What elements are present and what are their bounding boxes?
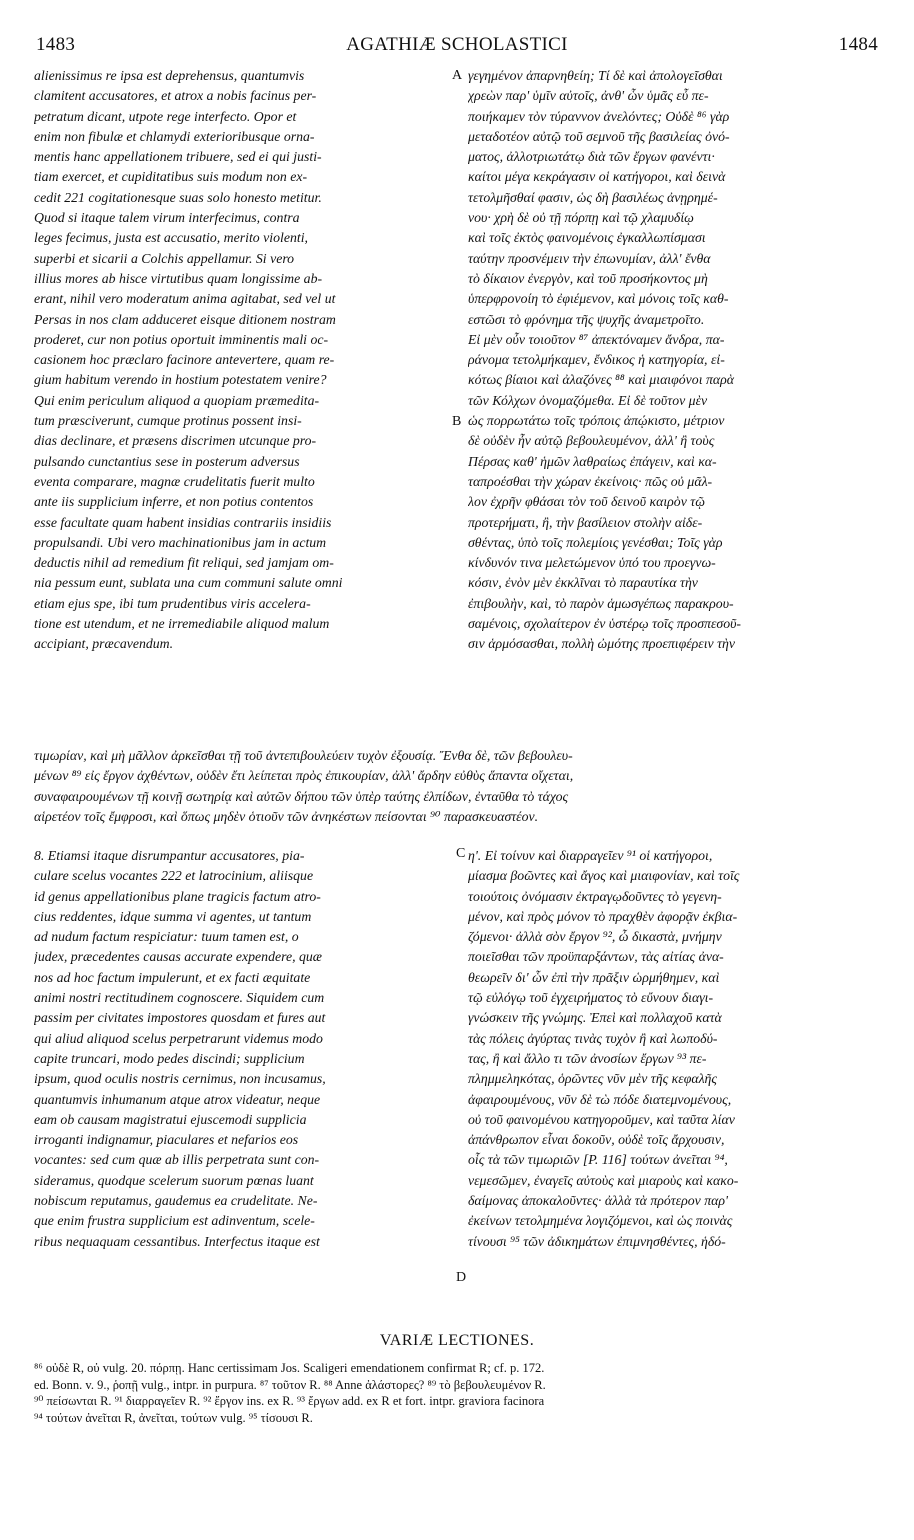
greek-line: λον ἐχρῆν φθάσαι τὸν τοῦ δεινοῦ καιρὸν τῷ — [468, 494, 705, 510]
latin-line: nobiscum reputamus, gaudemus ea crudelitate. Ne- — [34, 1193, 318, 1209]
margin-letter-c: C — [456, 846, 466, 861]
latin-line: tum præsciverunt, cumque protinus possent insi- — [34, 413, 302, 429]
greek-line: σθέντας, ὑπὸ τοῖς πολεμίοις γενέσθαι; Τοῖς γὰρ — [468, 534, 723, 550]
greek-line: συναφαιρουμένων τῇ κοινῇ σωτηρίᾳ καὶ αὐτῶν δήπου τῶν ὑπὲρ ταύτης ἐλπίδων, ἐνταῦθα τὸ τάχος — [34, 788, 569, 804]
latin-line: accipiant, præcavendum. — [34, 636, 174, 652]
latin-line: esse facultate quam habent insidias contrariis insidiis — [34, 514, 332, 530]
greek-line: δὲ οὐδὲν ἦν αὐτῷ βεβουλευμένον, ἀλλ' ἢ τοὺς — [468, 433, 715, 449]
latin-line: ad nudum factum respiciatur: tuum tamen est, o — [34, 929, 299, 945]
greek-line: Πέρσας καθ' ἡμῶν λαθραίως ἐπάγειν, καὶ κα- — [468, 453, 717, 469]
latin-line: Persas in nos clam adduceret eisque ditionem nostram — [34, 311, 336, 327]
greek-line: ὡς πορρωτάτω τοῖς τρόποις ἀπῴκιστο, μέτριον — [468, 413, 725, 429]
greek-column-top — [468, 66, 880, 655]
latin-line: gium habitum verendo in hostium potestatem venire? — [34, 372, 327, 388]
latin-line: cius reddentes, idque summa vi agentes, ut tantum — [34, 908, 312, 924]
latin-line: eam ob causam magistratui ejuscemodi supplicia — [34, 1111, 307, 1127]
greek-line: νου· χρὴ δὲ οὐ τῇ πόρπῃ καὶ τῷ χλαμυδίῳ — [468, 210, 694, 226]
latin-line: cedit 221 cogitationesque suas solo honesto metitur. — [34, 189, 322, 205]
greek-line: ματος, ἀλλοτριωτάτῳ διὰ τῶν ἔργων φανέντι· — [468, 149, 715, 165]
latin-line: pulsando cunctantius sese in posterum adversus — [34, 453, 300, 469]
greek-line: κότως βίαιοι καὶ ἀλαζόνες ⁸⁸ καὶ μιαιφόνοι παρὰ — [468, 372, 734, 388]
greek-line: ζόμενοι· ἀλλὰ σὸν ἔργον ⁹², ὦ δικαστὰ, μνήμην — [468, 929, 722, 945]
latin-column-bottom — [34, 846, 452, 1252]
latin-line: ante iis supplicium inferre, et non potius contentos — [34, 494, 314, 510]
margin-letter-d: D — [456, 1270, 467, 1285]
latin-line: capite truncari, modo pedes discindi; supplicium — [34, 1050, 305, 1066]
greek-line: μίασμα βοῶντες καὶ ἄγος καὶ μιαιφονίαν, καὶ τοῖς — [468, 868, 740, 884]
page-number-right: 1484 — [838, 34, 878, 55]
latin-line: id genus appellationibus plane tragicis factum atro- — [34, 888, 321, 904]
greek-line: ἀπάνθρωπον εἶναι δοκοῦν, οὐδὲ τοῖς ἄρχουσιν, — [468, 1132, 725, 1148]
page-number-left: 1483 — [36, 34, 76, 55]
greek-line: θεωρεῖν δι' ὧν ἐπὶ τὴν πρᾶξιν ὡρμήθημεν, καὶ — [468, 969, 720, 985]
greek-line: τοιούτοις ὀνόμασιν ἐκτραγῳδοῦντες τὸ γεγενη- — [468, 888, 722, 904]
greek-line: ἀφαιρουμένους, νῦν δὲ τὼ πόδε διατεμνομένους, — [468, 1091, 732, 1107]
greek-line: ποιεῖσθαι τῶν προϋπαρξάντων, τὰς αἰτίας ἀνα- — [468, 949, 724, 965]
running-title: AGATHIÆ SCHOLASTICI — [346, 34, 568, 55]
latin-line: etiam ejus spe, ibi tum prudentibus viris accelera- — [34, 595, 311, 611]
latin-line: Qui enim periculum aliquod a quopiam præmedita- — [34, 392, 320, 408]
latin-line: tione est utendum, et ne irremediabile aliquod malum — [34, 616, 330, 632]
latin-line: petratum dicant, utpote rege interfecto. Opor et — [34, 108, 297, 124]
latin-line: dias declinare, et præsens discrimen utcunque pro- — [34, 433, 317, 449]
greek-line: καὶ τοῖς ἐκτὸς φαινομένοις ἐγκαλλωπίσμασι — [468, 230, 706, 246]
greek-line: ἐκείνων τετολμημένα λογιζόμενοι, καὶ ὡς ποινὰς — [468, 1213, 733, 1229]
greek-line: εστῶσι τὸ φρόνημα τῆς ψυχῆς ἀναμετροῖτο. — [468, 311, 705, 327]
latin-line: passim per civitates impostores quosdam et fures aut — [34, 1010, 326, 1026]
greek-line: τας, ἢ καὶ ἄλλο τι τῶν ἀνοσίων ἔργων ⁹³ πε- — [468, 1050, 707, 1066]
greek-line: αἱρετέον τοῖς ἔμφροσι, καὶ ὅπως μηδὲν ὁτιοῦν τῶν ἀνηκέστων πείσονται ⁹⁰ παρασκευαστέον. — [34, 808, 539, 824]
latin-line: clamitent accusatores, et atrox a nobis facinus per- — [34, 88, 317, 104]
latin-line: ipsum, quod oculis nostris cernimus, non incusamus, — [34, 1071, 326, 1087]
greek-line: γεγημένον ἀπαρνηθείη; Τί δὲ καὶ ἀπολογεῖσθαι — [468, 68, 723, 83]
apparatus-line: ed. Bonn. v. 9., ῥοπῇ vulg., intpr. in purpura. ⁸⁷ τοῦτον R. ⁸⁸ Anne ἀλάστορες? ⁸⁹ τὸ βεβουλευμένον R. — [34, 1377, 546, 1392]
greek-line: ράνομα τετολμήκαμεν, ἔνδικος ἡ κατηγορία, εἰ- — [468, 352, 725, 368]
greek-line: προτερήματι, ἢ, τὴν βασίλειον στολὴν αἰδε- — [468, 514, 703, 530]
greek-line: δαίμονας ἀποκαλοῦντες· ἀλλὰ τὰ πρότερον παρ' — [468, 1193, 728, 1209]
greek-line: πλημμεληκότας, ὁρῶντες νῦν μὲν τῆς κεφαλῆς — [468, 1071, 717, 1087]
greek-line: ἐπιβουλὴν, καὶ, τὸ παρὸν ἁμωσγέπως παρακρου- — [468, 595, 734, 611]
latin-line: judex, præcedentes causas accurate expendere, quæ — [34, 949, 322, 965]
latin-line: proderet, cur non potius oportuit imminentis mali oc- — [34, 331, 329, 347]
greek-column-bottom — [468, 846, 880, 1252]
greek-line: καίτοι μέγα κεκράγασιν οἱ κατήγοροι, καὶ δεινὰ — [468, 169, 726, 185]
apparatus-line: ⁹⁴ τούτων ἀνεῖται R, ἀνεῖται, τούτων vulg. ⁹⁵ τίσουσι R. — [34, 1410, 313, 1425]
greek-line: μένον, καὶ πρὸς μόνον τὸ πραχθὲν ἀφορᾷν ἐκβια- — [468, 908, 738, 924]
greek-line: τὸ δίκαιον ἐνεργὸν, καὶ τοῦ προσήκοντος μὴ — [468, 270, 708, 286]
greek-line: χρεὼν παρ' ὑμῖν αὐτοῖς, ἀνθ' ὧν ὑμᾶς εὖ πε- — [468, 88, 709, 104]
greek-line: οὐ τοῦ φαινομένου κατηγοροῦμεν, καὶ ταῦτα λίαν — [468, 1111, 735, 1127]
margin-letter-a: A — [452, 68, 463, 83]
greek-line: Εἰ μὲν οὖν τοιοῦτον ⁸⁷ ἀπεκτόναμεν ἄνδρα, πα- — [468, 331, 725, 347]
latin-line: superbi et sicarii a Colchis appellamur. Si vero — [34, 250, 295, 266]
greek-line: η'. Εἰ τοίνυν καὶ διαρραγεῖεν ⁹¹ οἱ κατήγοροι, — [468, 848, 713, 863]
variae-lectiones-title: VARIÆ LECTIONES. — [379, 1332, 535, 1349]
greek-line: τῷ εὐλόγῳ τοῦ ἐγχειρήματος τὸ εὔνουν διαγι- — [468, 990, 714, 1006]
apparatus-line: ⁸⁶ οὐδὲ R, οὐ vulg. 20. πόρπῃ. Hanc certissimam Jos. Scaligeri emendationem confirmat R; cf. p. 172. — [34, 1361, 545, 1375]
greek-line: οἷς τὰ τῶν τιμωριῶν [P. 116] τούτων ἀνεῖται ⁹⁴, — [468, 1152, 728, 1168]
latin-line: enim non fibulæ et chlamydi exterioribusque orna- — [34, 128, 315, 144]
greek-line: σαμένοις, σχολαίτερον ἐν ὑστέρῳ τοῖς προσπεσοῦ- — [468, 616, 742, 632]
latin-line: vocantes: sed cum quæ ab illis perpetrata sunt con- — [34, 1152, 320, 1168]
greek-line: νεμεσῶμεν, ἐναγεῖς αὐτοὺς καὶ μιαροὺς καὶ κακο- — [468, 1172, 739, 1188]
greek-line: ταπροέσθαι τὴν χώραν ἐκείνοις· πῶς οὐ μᾶλ- — [468, 473, 713, 489]
greek-line: κόσιν, ἐνὸν μὲν ἐκκλῖναι τὸ παραυτίκα τὴν — [468, 575, 698, 591]
greek-line: σιν ἁρμόσασθαι, πολλὴ ὠμότης προεπιφέρειν τὴν — [468, 636, 736, 652]
latin-line: irroganti indignamur, piaculares et nefarios eos — [34, 1132, 299, 1148]
latin-line: tiam exercet, et cupiditatibus suis modum non ex- — [34, 169, 308, 185]
greek-line: τιμωρίαν, καὶ μὴ μᾶλλον ἀρκεῖσθαι τῇ τοῦ ἀντεπιβουλεύειν τυχὸν ἐξουσίᾳ. Ἔνθα δὲ, τῶν βεβουλευ- — [34, 748, 573, 763]
latin-line: nia pessum eunt, sublata una cum communi salute omni — [34, 575, 343, 591]
latin-line: ribus nequaquam cessantibus. Interfectus itaque est — [34, 1233, 320, 1249]
latin-line: Quod si itaque talem virum interfecimus, contra — [34, 210, 300, 226]
greek-line: ποιήκαμεν τὸν τύραννον ἀνελόντες; Οὐδὲ ⁸⁶ γὰρ — [468, 108, 730, 124]
running-header — [36, 34, 878, 60]
latin-line: mentis hanc appellationem tribuere, sed ei qui justi- — [34, 149, 322, 165]
apparatus-line: ⁹⁰ πείσωνται R. ⁹¹ διαρραγεῖεν R. ⁹² ἔργον ins. ex R. ⁹³ ἔργων add. ex R et fort. intpr. graviora facinora — [34, 1394, 545, 1408]
latin-line: quantumvis inhumanum atque atrox videatur, neque — [34, 1091, 321, 1107]
greek-line: ταύτην προσνέμειν τὴν ἐπωνυμίαν, ἀλλ' ἔνθα — [468, 250, 711, 266]
latin-line: nos ad hoc factum impulerunt, et ex facti æquitate — [34, 969, 311, 985]
greek-line: τὰς πόλεις ἀγύρτας τινὰς τυχὸν ἢ καὶ λωποδύ- — [468, 1030, 718, 1046]
greek-line: μεταδοτέον αὐτῷ τοῦ σεμνοῦ τῆς βασιλείας ὀνό- — [468, 128, 730, 144]
greek-line: τῶν Κόλχων ὀνομαζόμεθα. Εἰ δὲ τοῦτον μὲν — [468, 392, 708, 408]
latin-line: 8. Etiamsi itaque disrumpantur accusatores, pia- — [34, 848, 305, 863]
latin-line: propulsandi. Ubi vero machinationibus jam in actum — [34, 534, 327, 550]
latin-line: alienissimus re ipsa est deprehensus, quantumvis — [34, 68, 305, 83]
greek-full-width-passage — [34, 746, 880, 827]
latin-line: eventa comparare, magnæ crudelitatis fuerit multo — [34, 473, 315, 489]
latin-line: illius mores ab hisce virtutibus quam longissime ab- — [34, 270, 323, 286]
latin-line: casionem hoc præclaro facinore antevertere, quam re- — [34, 352, 335, 368]
latin-line: culare scelus vocantes 222 et latrocinium, aliisque — [34, 868, 314, 884]
latin-line: erant, nihil vero moderatum anima agitabat, sed vel ut — [34, 291, 336, 307]
greek-line: μένων ⁸⁹ εἰς ἔργον ἀχθέντων, οὐδὲν ἔτι λείπεται πρὸς ἐπικουρίαν, ἀλλ' ἄρδην εὐθὺς ἅπαντα οἴχεται, — [34, 768, 574, 784]
latin-line: leges fecimus, justa est accusatio, merito violenti, — [34, 230, 308, 246]
margin-letter-b: B — [452, 414, 462, 429]
variae-lectiones-apparatus — [34, 1360, 880, 1426]
latin-line: animi nostri rectitudinem cognoscere. Siquidem cum — [34, 990, 325, 1006]
latin-line: deductis nihil ad remedium fit reliqui, sed jamjam om- — [34, 555, 334, 571]
greek-line: γνώσκειν τῆς γνώμης. Ἐπεὶ καὶ πολλαχοῦ κατὰ — [468, 1010, 722, 1026]
latin-line: que enim frustra supplicium est adinventum, scele- — [34, 1213, 315, 1229]
greek-line: ὑπερφρονοίη τὸ ἐφιέμενον, καὶ μόνοις τοῖς καθ- — [468, 291, 729, 307]
latin-line: qui aliud aliquod scelus perpetrarunt videmus modo — [34, 1030, 323, 1046]
greek-line: τίνουσι ⁹⁵ τῶν ἀδικημάτων ἐπιμνησθέντες, ἡδό- — [468, 1233, 726, 1249]
latin-column-top — [34, 66, 452, 655]
greek-line: κίνδυνόν τινα μελετώμενον ὑπό του προεγνω- — [468, 555, 716, 571]
greek-line: τετολμῆσθαί φασιν, ὡς δὴ βασιλέως ἀνῃρημέ- — [468, 189, 718, 205]
latin-line: sideramus, quodque scelerum suorum pœnas luant — [34, 1172, 314, 1188]
